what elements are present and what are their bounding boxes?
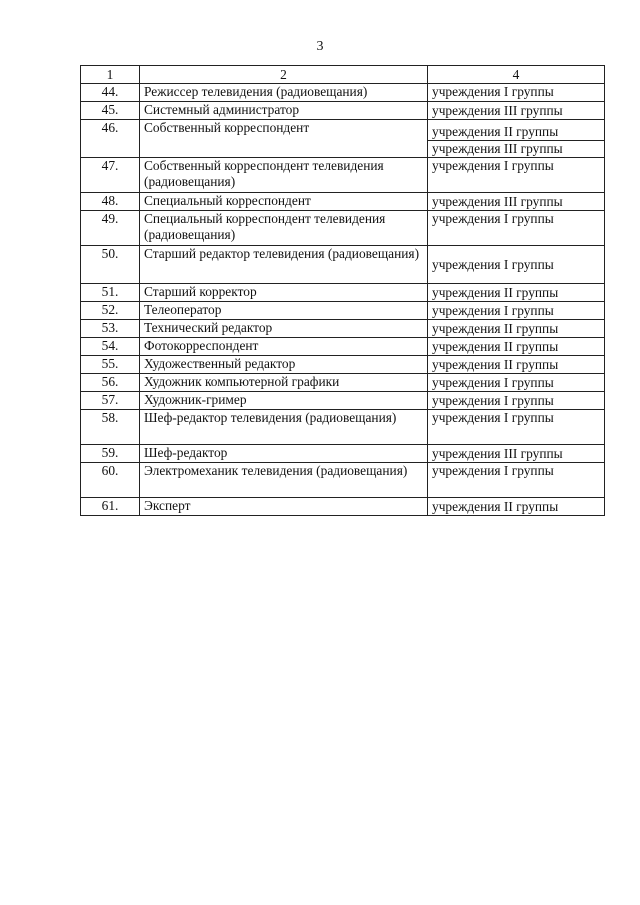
row-number: 52. [81, 302, 140, 320]
row-number: 48. [81, 193, 140, 211]
position-title: Шеф-редактор телевидения (радиовещания) [140, 410, 428, 445]
position-title: Системный администратор [140, 102, 428, 120]
institution-group: учреждения I группы [428, 374, 605, 392]
page-number: 3 [316, 39, 324, 54]
position-title: Специальный корреспондент телевидения (радиовещания) [140, 211, 428, 246]
institution-group: учреждения I группы [428, 302, 605, 320]
row-number: 60. [81, 463, 140, 498]
institution-group: учреждения I группы [428, 463, 605, 498]
position-title: Фотокорреспондент [140, 338, 428, 356]
institution-group: учреждения III группы [428, 102, 605, 120]
institution-group: учреждения I группы [428, 246, 605, 284]
institution-group: учреждения I группы [428, 410, 605, 445]
position-title: Электромеханик телевидения (радиовещания) [140, 463, 428, 498]
row-number: 61. [81, 498, 140, 516]
institution-group: учреждения III группы [428, 445, 605, 463]
position-title: Шеф-редактор [140, 445, 428, 463]
row-number: 59. [81, 445, 140, 463]
table-row [81, 320, 605, 338]
position-title: Старший редактор телевидения (радиовещания) [140, 246, 428, 284]
institution-group: учреждения II группы [428, 498, 605, 516]
institution-group: учреждения II группы [428, 320, 605, 338]
column-header-position: 2 [140, 66, 428, 84]
position-title: Собственный корреспондент телевидения (радиовещания) [140, 158, 428, 193]
institution-group-line: учреждения II группы [432, 124, 559, 139]
institution-group: учреждения I группы [428, 84, 605, 102]
table-row [81, 463, 605, 498]
table-row [81, 374, 605, 392]
row-number: 56. [81, 374, 140, 392]
row-number: 47. [81, 158, 140, 193]
table-row [81, 84, 605, 102]
table-row [81, 338, 605, 356]
column-header-group: 4 [428, 66, 605, 84]
table-row [81, 102, 605, 120]
position-title: Технический редактор [140, 320, 428, 338]
row-number: 53. [81, 320, 140, 338]
position-title: Специальный корреспондент [140, 193, 428, 211]
table-row [81, 498, 605, 516]
table-row [81, 410, 605, 445]
row-number: 54. [81, 338, 140, 356]
institution-group: учреждения III группы [428, 193, 605, 211]
table-row [81, 302, 605, 320]
institution-group: учреждения I группы [428, 211, 605, 246]
position-title: Художник-гример [140, 392, 428, 410]
institution-group: учреждения I группы [428, 158, 605, 193]
row-number: 49. [81, 211, 140, 246]
table-row [81, 246, 605, 284]
row-number: 57. [81, 392, 140, 410]
row-number: 58. [81, 410, 140, 445]
table-row [81, 158, 605, 193]
row-number: 55. [81, 356, 140, 374]
position-title: Эксперт [140, 498, 428, 516]
row-number: 44. [81, 84, 140, 102]
row-number: 50. [81, 246, 140, 284]
institution-group: учреждения II группы [428, 356, 605, 374]
table-row [81, 284, 605, 302]
table-row [81, 356, 605, 374]
position-title: Художественный редактор [140, 356, 428, 374]
position-title: Собственный корреспондент [140, 120, 428, 158]
institution-group [428, 120, 605, 158]
table-row [81, 392, 605, 410]
position-title: Режиссер телевидения (радиовещания) [140, 84, 428, 102]
row-number: 51. [81, 284, 140, 302]
table-row [81, 193, 605, 211]
position-title: Художник компьютерной графики [140, 374, 428, 392]
position-title: Старший корректор [140, 284, 428, 302]
institution-group: учреждения I группы [428, 392, 605, 410]
row-number: 45. [81, 102, 140, 120]
position-title: Телеоператор [140, 302, 428, 320]
institution-group: учреждения II группы [428, 338, 605, 356]
table-row [81, 120, 605, 158]
column-header-number: 1 [81, 66, 140, 84]
table-header-row [81, 66, 605, 84]
table-row [81, 445, 605, 463]
institution-group-line: учреждения III группы [428, 140, 604, 157]
institution-group: учреждения II группы [428, 284, 605, 302]
positions-table [80, 65, 605, 516]
row-number: 46. [81, 120, 140, 158]
table-row [81, 211, 605, 246]
